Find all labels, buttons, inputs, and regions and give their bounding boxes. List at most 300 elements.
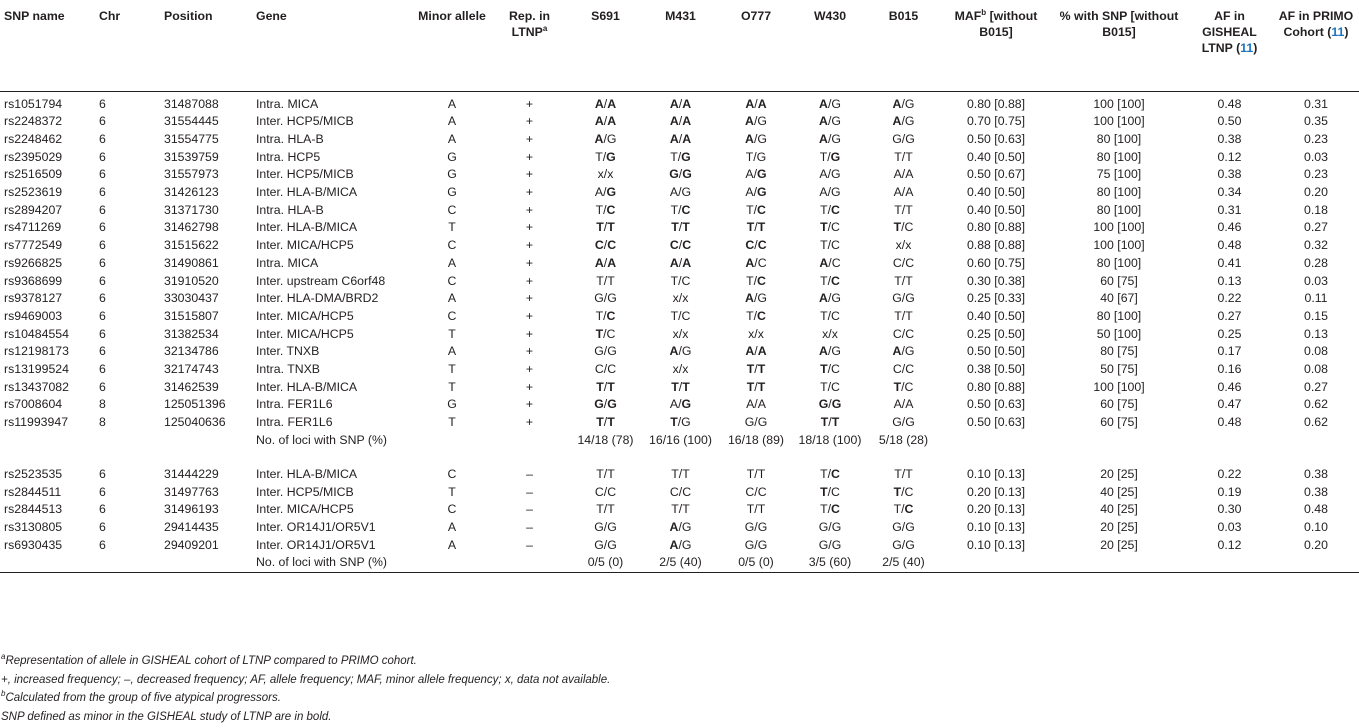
allele-1: T bbox=[820, 202, 828, 217]
genotype-cell: x/x bbox=[597, 167, 614, 182]
cell-rep: + bbox=[525, 273, 534, 288]
allele-1: T bbox=[746, 273, 754, 288]
cell-minor: C bbox=[447, 238, 457, 253]
allele-2: x bbox=[682, 291, 689, 306]
genotype-cell: A/G bbox=[745, 131, 767, 146]
allele-1: x bbox=[822, 326, 829, 341]
table-row bbox=[0, 466, 1359, 484]
genotype-cell: A/G bbox=[892, 344, 915, 359]
table-row bbox=[0, 501, 1359, 519]
genotype-cell: G/G bbox=[669, 167, 692, 182]
allele-1: A bbox=[745, 114, 754, 129]
cell-chr: 6 bbox=[99, 167, 106, 182]
cell-gene: Inter. HCP5/MICB bbox=[256, 484, 354, 499]
footnote-bold-note: SNP defined as minor in the GISHEAL study of LTNP are in bold. bbox=[1, 710, 332, 723]
allele-2: C bbox=[831, 379, 840, 394]
cell-afp: 0.10 bbox=[1304, 519, 1328, 534]
cell-afg: 0.47 bbox=[1217, 397, 1242, 412]
cell-minor: T bbox=[448, 379, 456, 394]
allele-2: G bbox=[681, 537, 692, 552]
allele-1: G bbox=[669, 167, 679, 182]
cell-gene: Inter. HLA-B/MICA bbox=[256, 185, 358, 200]
cell-maf: 0.50 [0.63] bbox=[966, 397, 1026, 412]
col-snp-name: SNP name bbox=[0, 4, 95, 91]
allele-1: T bbox=[596, 502, 604, 517]
count-value: 2/5 (40) bbox=[865, 554, 940, 572]
col-position: Position bbox=[160, 4, 252, 91]
cell-afg: 0.22 bbox=[1217, 466, 1242, 481]
allele-1: T bbox=[746, 362, 755, 377]
allele-2: A bbox=[607, 255, 617, 270]
table-row bbox=[0, 396, 1359, 414]
allele-1: T bbox=[746, 308, 754, 323]
allele-1: G bbox=[818, 397, 829, 412]
allele-1: C bbox=[745, 484, 755, 499]
allele-2: T bbox=[905, 466, 913, 481]
cell-pos: 31444229 bbox=[164, 466, 219, 481]
allele-1: A bbox=[745, 291, 754, 306]
cell-snp: rs7008604 bbox=[4, 397, 63, 412]
allele-2: G bbox=[904, 96, 915, 111]
cell-snp: rs10484554 bbox=[4, 326, 69, 341]
cell-afg: 0.50 bbox=[1217, 114, 1242, 129]
allele-1: x bbox=[672, 362, 679, 377]
cell-rep: + bbox=[525, 185, 534, 200]
col-rep-in-ltnp: Rep. in LTNP$^a$ bbox=[490, 4, 567, 91]
cell-pct: 80 [100] bbox=[1096, 202, 1142, 217]
genotype-cell: T/C bbox=[820, 484, 840, 499]
allele-1: x bbox=[672, 326, 679, 341]
cell-chr: 6 bbox=[99, 484, 106, 499]
genotype-cell: A/A bbox=[746, 397, 766, 412]
cell-chr: 6 bbox=[99, 149, 106, 164]
cell-pos: 32174743 bbox=[164, 362, 219, 377]
allele-1: A bbox=[745, 185, 754, 200]
allele-2: G bbox=[831, 344, 841, 359]
genotype-cell: T/C bbox=[820, 379, 840, 394]
cell-pct: 40 [25] bbox=[1100, 484, 1138, 499]
cell-gene: Inter. HLA-B/MICA bbox=[256, 466, 358, 481]
allele-2: C bbox=[831, 362, 840, 377]
allele-1: A bbox=[745, 255, 755, 270]
allele-1: x bbox=[895, 238, 902, 253]
cell-chr: 6 bbox=[99, 502, 106, 517]
genotype-cell: G/G bbox=[744, 537, 768, 552]
cell-snp: rs2523619 bbox=[4, 185, 63, 200]
cell-minor: T bbox=[448, 220, 456, 235]
cell-afp: 0.08 bbox=[1304, 362, 1328, 377]
cell-pct: 60 [75] bbox=[1100, 415, 1138, 430]
allele-2: A bbox=[905, 185, 914, 200]
allele-1: T bbox=[671, 379, 679, 394]
allele-1: A bbox=[819, 185, 828, 200]
footnote-a: $^a$Representation of allele in GISHEAL cohort of LTNP compared to PRIMO cohort. bbox=[1, 652, 417, 667]
table-row bbox=[0, 326, 1359, 344]
allele-1: T bbox=[894, 149, 902, 164]
count-value: 18/18 (100) bbox=[798, 432, 862, 447]
genotype-cell: T/C bbox=[820, 466, 840, 481]
allele-2: T bbox=[682, 220, 690, 235]
allele-1: T bbox=[820, 308, 828, 323]
allele-2: G bbox=[831, 96, 841, 111]
allele-1: A bbox=[669, 519, 679, 534]
cell-pos: 31487088 bbox=[164, 96, 219, 111]
table-row bbox=[0, 361, 1359, 379]
count-value: 0/5 (0) bbox=[717, 554, 793, 572]
cell-afp: 0.27 bbox=[1304, 379, 1328, 394]
genotype-cell: T/T bbox=[596, 273, 615, 288]
genotype-cell: A/G bbox=[745, 167, 767, 182]
genotype-cell: G/G bbox=[818, 519, 842, 534]
allele-2: G bbox=[904, 344, 915, 359]
allele-2: G bbox=[607, 519, 617, 534]
allele-1: T bbox=[595, 308, 604, 323]
genotype-cell: T/T bbox=[894, 308, 913, 323]
cell-rep: + bbox=[525, 344, 534, 359]
cell-pos: 125040636 bbox=[164, 415, 226, 430]
allele-1: T bbox=[893, 379, 902, 394]
genotype-cell: T/T bbox=[894, 466, 913, 481]
allele-1: T bbox=[671, 220, 679, 235]
cell-gene: Intra. MICA bbox=[256, 255, 319, 270]
cell-afg: 0.17 bbox=[1217, 344, 1242, 359]
cell-minor: A bbox=[447, 96, 457, 111]
cell-chr: 6 bbox=[99, 220, 106, 235]
allele-2: T bbox=[607, 220, 615, 235]
allele-2: G bbox=[905, 519, 915, 534]
cell-pos: 31497763 bbox=[164, 484, 219, 499]
genotype-cell: G/G bbox=[594, 344, 617, 359]
genotype-cell: A/G bbox=[819, 344, 841, 359]
cell-chr: 6 bbox=[99, 379, 106, 394]
cell-pos: 31490861 bbox=[164, 255, 219, 270]
cell-snp: rs12198173 bbox=[4, 344, 69, 359]
table-row bbox=[0, 343, 1359, 361]
allele-2: G bbox=[757, 519, 768, 534]
table-row bbox=[0, 113, 1359, 131]
cell-rep: + bbox=[525, 202, 534, 217]
allele-2: x bbox=[682, 326, 689, 341]
allele-1: T bbox=[894, 308, 902, 323]
cell-maf: 0.40 [0.50] bbox=[966, 149, 1026, 164]
cell-maf: 0.25 [0.50] bbox=[966, 326, 1026, 341]
allele-2: G bbox=[831, 291, 841, 306]
genotype-cell: T/C bbox=[820, 362, 840, 377]
cell-snp: rs11993947 bbox=[4, 415, 69, 430]
cell-pos: 31462798 bbox=[164, 220, 219, 235]
cell-pos: 32134786 bbox=[164, 344, 219, 359]
genotype-cell: T/C bbox=[820, 220, 840, 235]
allele-1: T bbox=[819, 149, 828, 164]
cell-pos: 31539759 bbox=[164, 149, 219, 164]
allele-1: T bbox=[670, 415, 678, 430]
allele-2: T bbox=[905, 149, 913, 164]
allele-1: T bbox=[820, 379, 828, 394]
genotype-cell: T/T bbox=[671, 502, 690, 517]
table-row bbox=[0, 414, 1359, 432]
col-af-gisheal: AF in GISHEAL LTNP (11) bbox=[1186, 4, 1271, 91]
cell-maf: 0.10 [0.13] bbox=[966, 466, 1026, 481]
cell-pos: 31496193 bbox=[164, 502, 219, 517]
genotype-cell: x/x bbox=[672, 291, 689, 306]
cell-chr: 6 bbox=[99, 308, 106, 323]
genotype-cell: T/C bbox=[893, 379, 914, 394]
cell-afp: 0.20 bbox=[1304, 537, 1328, 552]
allele-2: C bbox=[607, 238, 617, 253]
allele-1: A bbox=[893, 397, 902, 412]
cell-gene: Intra. TNXB bbox=[256, 362, 321, 377]
count-row bbox=[0, 554, 1359, 572]
genotype-cell: T/C bbox=[820, 308, 840, 323]
genotype-cell: T/C bbox=[670, 202, 691, 217]
genotype-cell: T/C bbox=[820, 273, 840, 288]
cell-snp: rs4711269 bbox=[4, 220, 62, 235]
cell-afg: 0.12 bbox=[1217, 149, 1242, 164]
count-row bbox=[0, 432, 1359, 466]
cell-minor: A bbox=[447, 344, 457, 359]
empty-cell bbox=[1271, 554, 1359, 572]
cell-pct: 75 [100] bbox=[1096, 167, 1142, 182]
cell-pos: 31557973 bbox=[164, 167, 219, 182]
cell-rep: + bbox=[525, 362, 534, 377]
allele-2: G bbox=[905, 537, 915, 552]
cell-gene: Inter. MICA/HCP5 bbox=[256, 238, 354, 253]
cell-maf: 0.20 [0.13] bbox=[966, 502, 1026, 517]
allele-2: G bbox=[682, 167, 692, 182]
cell-afp: 0.38 bbox=[1304, 466, 1328, 481]
cell-pct: 50 [100] bbox=[1096, 326, 1142, 341]
allele-2: A bbox=[757, 344, 767, 359]
allele-1: A bbox=[893, 167, 902, 182]
table-body bbox=[0, 91, 1359, 573]
cell-afp: 0.15 bbox=[1304, 308, 1328, 323]
allele-2: T bbox=[607, 273, 615, 288]
genotype-cell: T/T bbox=[820, 415, 840, 430]
cell-snp: rs2248462 bbox=[4, 131, 63, 146]
col-af-primo: AF in PRIMO Cohort (11) bbox=[1271, 4, 1359, 91]
cell-pos: 33030437 bbox=[164, 291, 219, 306]
cell-rep: + bbox=[525, 291, 534, 306]
table-row bbox=[0, 308, 1359, 326]
allele-2: T bbox=[607, 415, 615, 430]
allele-2: A bbox=[905, 167, 914, 182]
allele-1: T bbox=[670, 202, 679, 217]
allele-2: A bbox=[682, 131, 692, 146]
genotype-cell: A/G bbox=[594, 131, 617, 146]
allele-1: G bbox=[818, 537, 829, 552]
allele-1: T bbox=[820, 484, 828, 499]
cell-snp: rs2516509 bbox=[4, 167, 63, 182]
genotype-cell: A/G bbox=[819, 291, 841, 306]
cell-minor: A bbox=[447, 291, 457, 306]
allele-1: T bbox=[746, 379, 755, 394]
empty-cell bbox=[1050, 554, 1186, 572]
empty-cell bbox=[940, 554, 1050, 572]
cell-maf: 0.40 [0.50] bbox=[966, 185, 1026, 200]
cell-pos: 31462539 bbox=[164, 379, 219, 394]
cell-gene: Intra. HLA-B bbox=[256, 131, 324, 146]
genotype-cell: T/C bbox=[595, 308, 616, 323]
cell-gene: Inter. HLA-B/MICA bbox=[256, 379, 358, 394]
allele-2: G bbox=[681, 149, 691, 164]
allele-2: G bbox=[830, 149, 841, 164]
allele-1: A bbox=[669, 114, 679, 129]
table-header bbox=[0, 4, 1359, 91]
cell-pos: 31371730 bbox=[164, 202, 219, 217]
allele-1: A bbox=[892, 114, 902, 129]
allele-1: T bbox=[596, 273, 604, 288]
allele-2: G bbox=[831, 131, 841, 146]
col-pct-with-snp: % with SNP [without B015] bbox=[1050, 4, 1186, 91]
genotype-cell: A/G bbox=[594, 185, 617, 200]
allele-2: G bbox=[831, 537, 842, 552]
cell-snp: rs2844511 bbox=[4, 484, 62, 499]
genotype-cell: C/C bbox=[669, 238, 692, 253]
cell-gene: Inter. OR14J1/OR5V1 bbox=[256, 537, 376, 552]
allele-1: A bbox=[892, 96, 902, 111]
count-value: 5/18 (28) bbox=[878, 432, 929, 447]
allele-1: C bbox=[892, 362, 902, 377]
cell-maf: 0.50 [0.50] bbox=[966, 344, 1026, 359]
cell-minor: G bbox=[447, 167, 457, 182]
allele-2: x bbox=[757, 326, 764, 341]
genotype-cell: A/G bbox=[892, 96, 915, 111]
cell-pct: 20 [25] bbox=[1100, 466, 1138, 481]
table-row bbox=[0, 379, 1359, 397]
cell-pct: 100 [100] bbox=[1093, 114, 1145, 129]
cell-maf: 0.10 [0.13] bbox=[966, 519, 1026, 534]
empty-cell bbox=[940, 432, 1050, 466]
cell-snp: rs9266825 bbox=[4, 255, 63, 270]
genotype-cell: T/G bbox=[595, 149, 616, 164]
cell-afg: 0.30 bbox=[1217, 502, 1242, 517]
allele-2: G bbox=[681, 344, 692, 359]
col-b015: B015 bbox=[865, 4, 940, 91]
cell-afg: 0.41 bbox=[1217, 255, 1242, 270]
allele-1: T bbox=[670, 273, 679, 288]
allele-2: C bbox=[831, 220, 840, 235]
allele-1: A bbox=[745, 344, 755, 359]
genotype-cell: T/C bbox=[820, 502, 840, 517]
cell-chr: 6 bbox=[99, 114, 106, 129]
allele-2: C bbox=[904, 484, 914, 499]
footnote-abbreviations: +, increased frequency; –, decreased frequency; AF, allele frequency; MAF, minor allele frequency; x, data not available. bbox=[1, 673, 611, 686]
cell-afp: 0.23 bbox=[1304, 167, 1328, 182]
allele-1: T bbox=[745, 149, 754, 164]
cell-afp: 0.48 bbox=[1304, 502, 1328, 517]
cell-maf: 0.20 [0.13] bbox=[966, 484, 1026, 499]
table-row bbox=[0, 219, 1359, 237]
cell-maf: 0.30 [0.38] bbox=[966, 273, 1026, 288]
cell-minor: T bbox=[448, 415, 456, 430]
count-value: 14/18 (78) bbox=[577, 432, 634, 447]
genotype-cell: A/A bbox=[745, 344, 767, 359]
allele-1: A bbox=[669, 255, 679, 270]
cell-rep: – bbox=[526, 537, 533, 552]
cell-minor: C bbox=[447, 466, 457, 481]
allele-1: T bbox=[820, 362, 828, 377]
allele-1: T bbox=[893, 484, 902, 499]
allele-2: G bbox=[905, 131, 915, 146]
cell-pct: 40 [25] bbox=[1100, 502, 1138, 517]
cell-maf: 0.80 [0.88] bbox=[966, 220, 1026, 235]
cell-chr: 6 bbox=[99, 291, 106, 306]
cell-chr: 6 bbox=[99, 344, 106, 359]
count-label: No. of loci with SNP (%) bbox=[256, 432, 387, 447]
cell-chr: 6 bbox=[99, 185, 106, 200]
cell-pos: 31515622 bbox=[164, 238, 219, 253]
allele-1: C bbox=[669, 238, 679, 253]
cell-afg: 0.38 bbox=[1217, 131, 1242, 146]
allele-1: T bbox=[595, 149, 603, 164]
genotype-cell: C/C bbox=[594, 484, 617, 499]
cell-maf: 0.88 [0.88] bbox=[966, 238, 1026, 253]
allele-2: C bbox=[606, 202, 616, 217]
cell-afg: 0.27 bbox=[1217, 308, 1242, 323]
allele-2: C bbox=[757, 238, 767, 253]
allele-1: T bbox=[893, 502, 902, 517]
allele-1: G bbox=[892, 537, 902, 552]
genotype-cell: A/C bbox=[745, 255, 767, 270]
genotype-cell: T/C bbox=[746, 308, 766, 323]
allele-2: G bbox=[607, 537, 617, 552]
genotype-cell: A/G bbox=[819, 185, 841, 200]
cell-gene: Inter. HCP5/MICB bbox=[256, 114, 354, 129]
count-label: No. of loci with SNP (%) bbox=[252, 554, 567, 572]
allele-1: G bbox=[594, 519, 604, 534]
cell-afp: 0.20 bbox=[1304, 185, 1328, 200]
allele-1: T bbox=[746, 220, 755, 235]
allele-1: G bbox=[892, 415, 902, 430]
allele-2: C bbox=[904, 502, 914, 517]
allele-2: G bbox=[607, 344, 617, 359]
genotype-cell: T/C bbox=[595, 326, 616, 341]
allele-2: C bbox=[607, 362, 617, 377]
table-row bbox=[0, 255, 1359, 273]
allele-2: T bbox=[682, 379, 690, 394]
genotype-cell: x/x bbox=[672, 326, 689, 341]
cell-rep: + bbox=[525, 415, 534, 430]
allele-1: G bbox=[744, 519, 755, 534]
allele-2: C bbox=[681, 308, 691, 323]
genotype-cell: T/C bbox=[746, 273, 766, 288]
allele-1: A bbox=[746, 397, 755, 412]
allele-1: G bbox=[892, 519, 902, 534]
cell-chr: 8 bbox=[99, 397, 106, 412]
cell-snp: rs9378127 bbox=[4, 291, 63, 306]
allele-2: C bbox=[831, 273, 840, 288]
genotype-cell: T/G bbox=[670, 149, 691, 164]
genotype-cell: A/C bbox=[819, 255, 841, 270]
genotype-cell: T/C bbox=[670, 273, 691, 288]
allele-2: C bbox=[681, 202, 691, 217]
genotype-cell: A/G bbox=[669, 185, 692, 200]
allele-2: G bbox=[681, 185, 692, 200]
allele-2: C bbox=[757, 308, 766, 323]
genotype-cell: T/T bbox=[671, 220, 690, 235]
allele-1: A bbox=[669, 185, 679, 200]
allele-2: G bbox=[681, 397, 692, 412]
allele-2: A bbox=[607, 96, 617, 111]
cell-pct: 80 [75] bbox=[1100, 344, 1138, 359]
allele-1: A bbox=[669, 131, 679, 146]
genotype-cell: A/G bbox=[892, 114, 915, 129]
allele-1: T bbox=[670, 149, 678, 164]
cell-chr: 6 bbox=[99, 362, 106, 377]
allele-2: x bbox=[607, 167, 614, 182]
cell-chr: 6 bbox=[99, 466, 106, 481]
count-value: 16/18 (89) bbox=[727, 432, 785, 447]
